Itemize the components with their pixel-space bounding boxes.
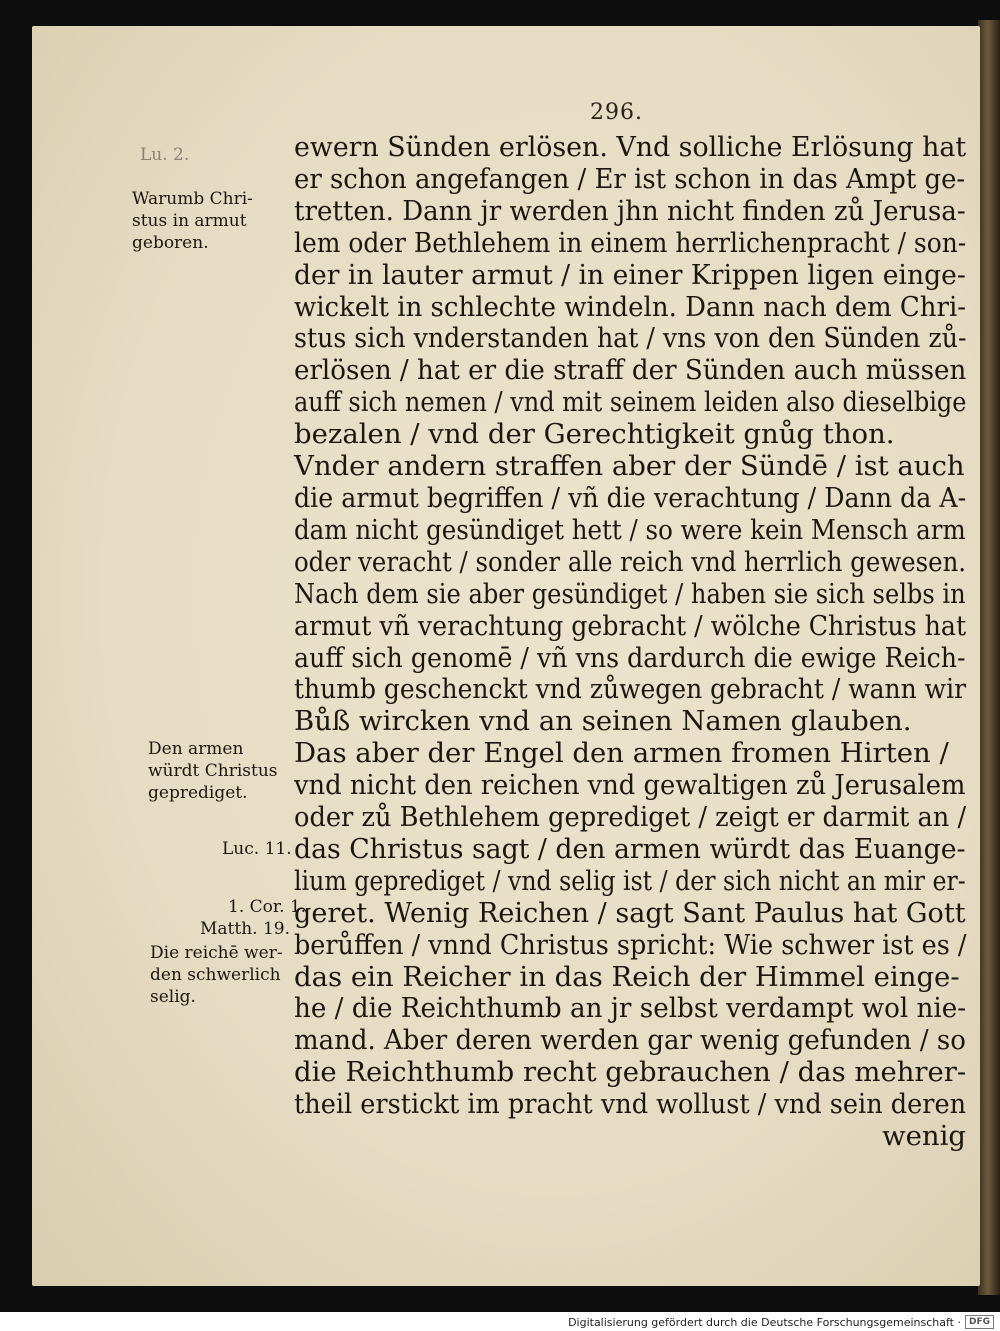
footer-credit [568,1313,994,1331]
text-line: bezalen / vnd der Gerechtigkeit gnůg thon. [294,418,895,451]
marginal-line: Warumb Chri- [132,189,253,209]
text-line: wenig [882,1120,966,1153]
text-line: dam nicht gesündiget hett / so were kein Mensch arm [294,513,966,546]
text-line: thumb geschenckt vnd zůwegen gebracht / wann wir [294,673,967,706]
dfg-logo: DFG [965,1315,994,1329]
text-line: theil erstickt im pracht vnd wollust / vnd sein deren [294,1088,967,1121]
marginal-line: Den armen [148,739,244,759]
text-line: Bůß wircken vnd an seinen Namen glauben. [294,705,912,738]
footer-text: Digitalisierung gefördert durch die Deutsche Forschungsgemeinschaft · [568,1315,961,1329]
text-line: armut vñ verachtung gebracht / wölche Christus hat [294,609,967,642]
text-line: lium geprediget / vnd selig ist / der sich nicht an mir er- [294,864,966,897]
text-line: berůffen / vnnd Christus spricht: Wie schwer ist es / [294,928,967,961]
text-line: das ein Reicher in das Reich der Himmel einge- [294,960,960,993]
text-line: erlösen / hat er die straff der Sünden auch müssen [294,354,967,387]
text-line: oder veracht / sonder alle reich vnd herrlich gewesen. [294,545,967,578]
text-line: die armut begriffen / vñ die verachtung / Dann da A- [294,481,967,514]
text-line: lem oder Bethlehem in einem herrlichenpracht / son- [294,226,967,259]
marginal-line: geprediget. [148,783,248,803]
text-line: auff sich genomē / vñ vns dardurch die ewige Reich- [294,641,966,674]
text-line: wickelt in schlechte windeln. Dann nach dem Chri- [294,290,967,323]
text-line: die Reichthumb recht gebrauchen / das mehrer- [294,1056,967,1089]
text-line: Das aber der Engel den armen fromen Hirten / [294,737,949,770]
text-line: stus sich vnderstanden hat / vns von den Sünden zů- [294,322,967,355]
marginal-line: den schwerlich [150,965,281,985]
marginal-line: Die reichē wer- [150,943,283,963]
text-line: er schon angefangen / Er ist schon in das Ampt ge- [294,162,966,195]
text-line: he / die Reichthumb an jr selbst verdampt wol nie- [294,992,967,1025]
text-line: auff sich nemen / vnd mit seinem leiden also dieselbige [294,386,967,419]
marginal-line: würdt Christus [148,761,278,781]
text-line: der in lauter armut / in einer Krippen ligen einge- [294,258,966,291]
marginal-line: geboren. [132,233,209,253]
text-line: vnd nicht den reichen vnd gewaltigen zů Jerusalem [294,769,966,802]
text-line: Vnder andern straffen aber der Sündē / ist auch [294,450,965,483]
marginal-note-poor [148,738,278,804]
marginal-ref-corinthians: 1. Cor. 1. [228,897,307,917]
text-line: tretten. Dann jr werden jhn nicht finden zů Jerusa- [294,194,966,227]
text-line: mand. Aber deren werden gar wenig gefunden / so [294,1024,966,1057]
marginal-ref-luke: Luc. 11. [222,839,292,859]
text-line: Nach dem sie aber gesündiget / haben sie sich selbs in [294,577,966,610]
marginal-faint-reference: Lu. 2. [140,145,190,165]
marginal-line: stus in armut [132,211,247,231]
main-text-block [294,132,966,1153]
text-line: das Christus sagt / den armen würdt das Euange- [294,832,966,865]
marginal-ref-matthew: Matth. 19. [200,919,290,939]
text-line: oder zů Bethlehem geprediget / zeigt er darmit an / [294,801,967,834]
text-line: geret. Wenig Reichen / sagt Sant Paulus hat Gott [294,896,966,929]
page-number: 296. [590,100,643,125]
book-edge [978,20,1000,1295]
text-line: ewern Sünden erlösen. Vnd solliche Erlösung hat [294,131,967,163]
marginal-note-rich [150,942,283,1008]
marginal-note-poverty [132,188,253,254]
marginal-line: selig. [150,987,196,1007]
